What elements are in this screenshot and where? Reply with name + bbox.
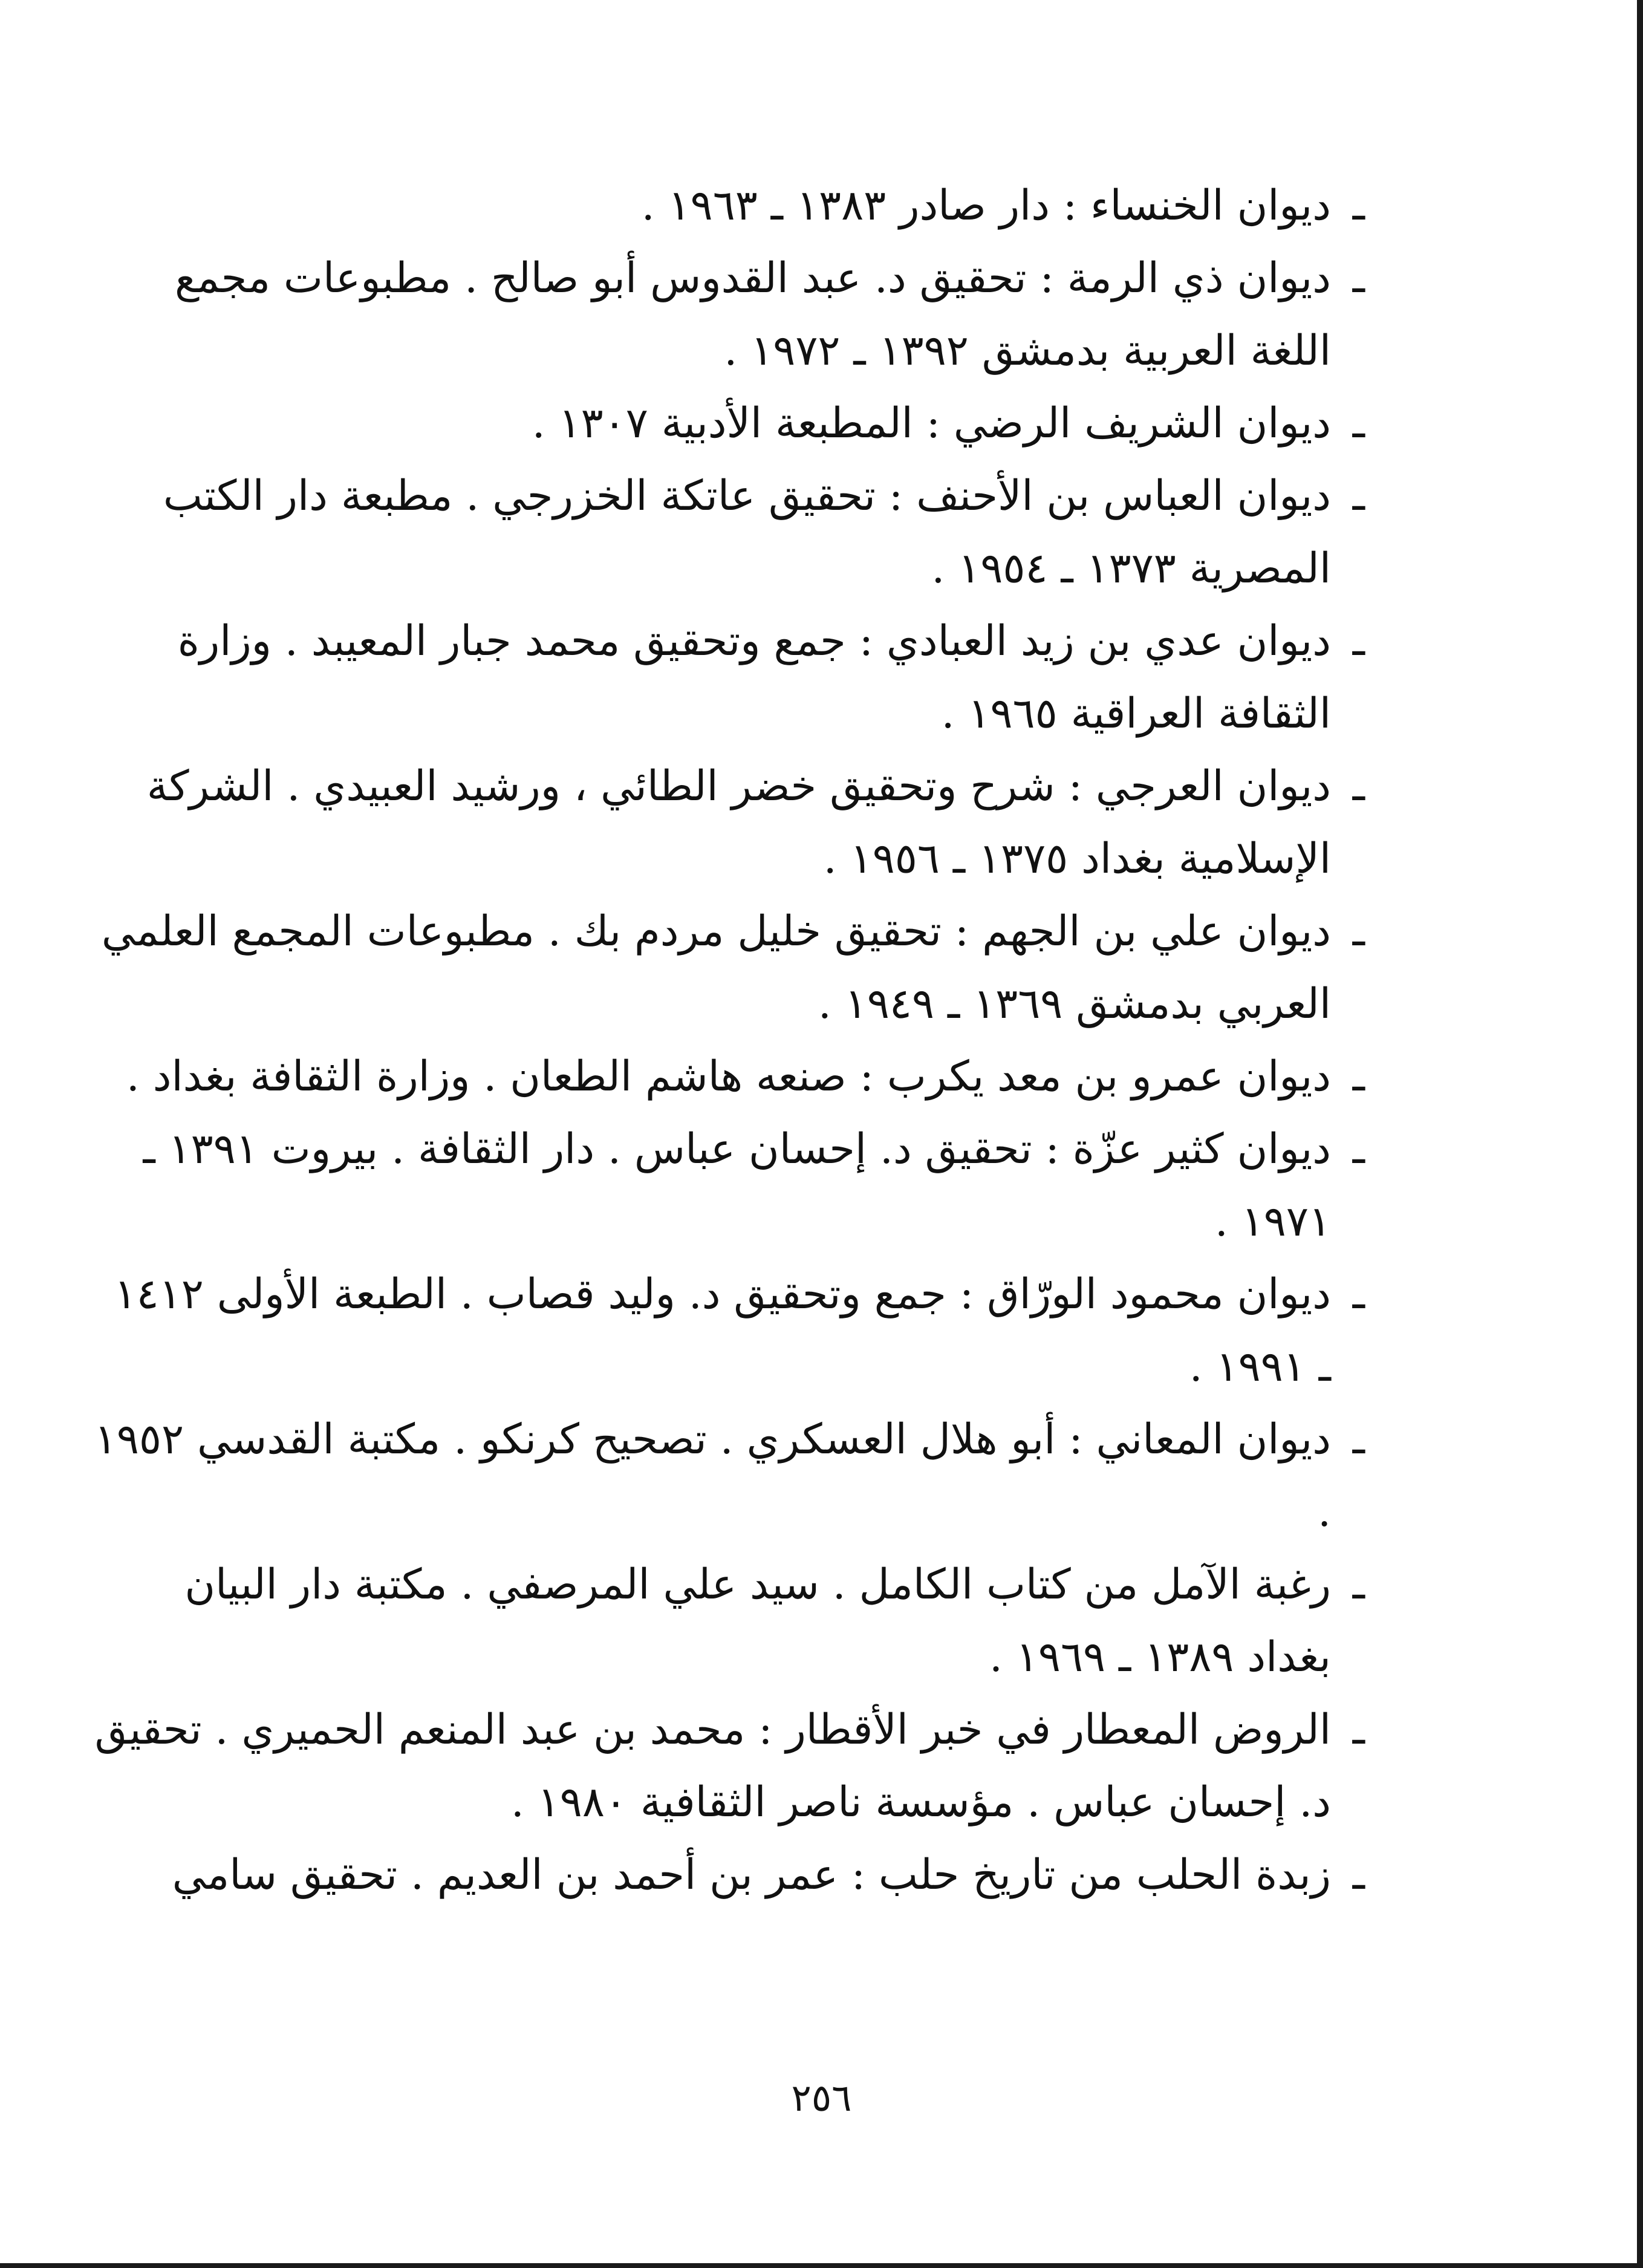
entry-dash: ـ <box>1352 472 1365 520</box>
entry-text: ديوان العرجي : شرح وتحقيق خضر الطائي ، ورشيد العبيدي . الشركة الإسلامية بغداد ١٣٧٥ ـ ١٩٥٦ . <box>146 762 1331 883</box>
bibliography-entry <box>89 460 1365 605</box>
entry-text: ديوان المعاني : أبو هلال العسكري . تصحيح كرنكو . مكتبة القدسي ١٩٥٢ . <box>94 1415 1331 1536</box>
bibliography-entry <box>89 1040 1365 1113</box>
entry-text: زبدة الحلب من تاريخ حلب : عمر بن أحمد بن العديم . تحقيق سامي <box>172 1851 1331 1899</box>
bibliography-entry <box>89 242 1365 387</box>
bibliography-entry <box>89 1113 1365 1258</box>
bibliography-entry <box>89 169 1365 242</box>
entry-dash: ـ <box>1352 762 1365 810</box>
bibliography-entry <box>89 895 1365 1040</box>
entry-text: ديوان ذي الرمة : تحقيق د. عبد القدوس أبو صالح . مطبوعات مجمع اللغة العربية بدمشق ١٣٩٢ ـ ١٩٧٢ . <box>175 254 1331 375</box>
entry-text: ديوان الشريف الرضي : المطبعة الأدبية ١٣٠٧ . <box>532 399 1331 448</box>
entry-dash: ـ <box>1352 1560 1365 1609</box>
scan-border-right <box>1637 0 1643 2268</box>
entry-dash: ـ <box>1352 254 1365 302</box>
bibliography-entry <box>89 1693 1365 1839</box>
entry-dash: ـ <box>1352 1052 1365 1101</box>
entry-dash: ـ <box>1352 1706 1365 1754</box>
entry-text: ديوان علي بن الجهم : تحقيق خليل مردم بك . مطبوعات المجمع العلمي العربي بدمشق ١٣٦٩ ـ ١٩٤٩ . <box>101 907 1331 1028</box>
entry-text: رغبة الآمل من كتاب الكامل . سيد علي المرصفي . مكتبة دار البيان بغداد ١٣٨٩ ـ ١٩٦٩ . <box>184 1560 1331 1681</box>
entry-text: ديوان محمود الورّاق : جمع وتحقيق د. وليد قصاب . الطبعة الأولى ١٤١٢ ـ ١٩٩١ . <box>114 1270 1331 1391</box>
entry-dash: ـ <box>1352 1851 1365 1899</box>
entry-text: ديوان عمرو بن معد يكرب : صنعه هاشم الطعان . وزارة الثقافة بغداد . <box>126 1052 1331 1101</box>
bibliography-list <box>89 169 1365 1911</box>
page-number: ٢٥٦ <box>791 2076 852 2120</box>
bibliography-entry <box>89 1548 1365 1693</box>
bibliography-entry <box>89 605 1365 750</box>
entry-text: ديوان العباس بن الأحنف : تحقيق عاتكة الخزرجي . مطبعة دار الكتب المصرية ١٣٧٣ ـ ١٩٥٤ . <box>163 472 1331 593</box>
entry-dash: ـ <box>1352 617 1365 665</box>
entry-text: ديوان كثير عزّة : تحقيق د. إحسان عباس . دار الثقافة . بيروت ١٣٩١ ـ ١٩٧١ . <box>143 1125 1331 1246</box>
entry-dash: ـ <box>1352 1125 1365 1173</box>
entry-dash: ـ <box>1352 1415 1365 1464</box>
scan-border-bottom <box>0 2263 1643 2268</box>
entry-text: ديوان عدي بن زيد العبادي : جمع وتحقيق محمد جبار المعيبد . وزارة الثقافة العراقية ١٩٦٥ . <box>177 617 1331 738</box>
entry-dash: ـ <box>1352 907 1365 956</box>
entry-dash: ـ <box>1352 399 1365 448</box>
bibliography-entry <box>89 1258 1365 1403</box>
entry-text: ديوان الخنساء : دار صادر ١٣٨٣ ـ ١٩٦٣ . <box>641 181 1331 230</box>
bibliography-entry <box>89 750 1365 895</box>
entry-dash: ـ <box>1352 1270 1365 1318</box>
bibliography-entry <box>89 1403 1365 1548</box>
bibliography-entry <box>89 387 1365 460</box>
entry-text: الروض المعطار في خبر الأقطار : محمد بن عبد المنعم الحميري . تحقيق د. إحسان عباس . مؤسسة ناصر الثقافية ١٩٨٠ . <box>94 1706 1331 1826</box>
entry-dash: ـ <box>1352 181 1365 230</box>
bibliography-entry <box>89 1839 1365 1911</box>
